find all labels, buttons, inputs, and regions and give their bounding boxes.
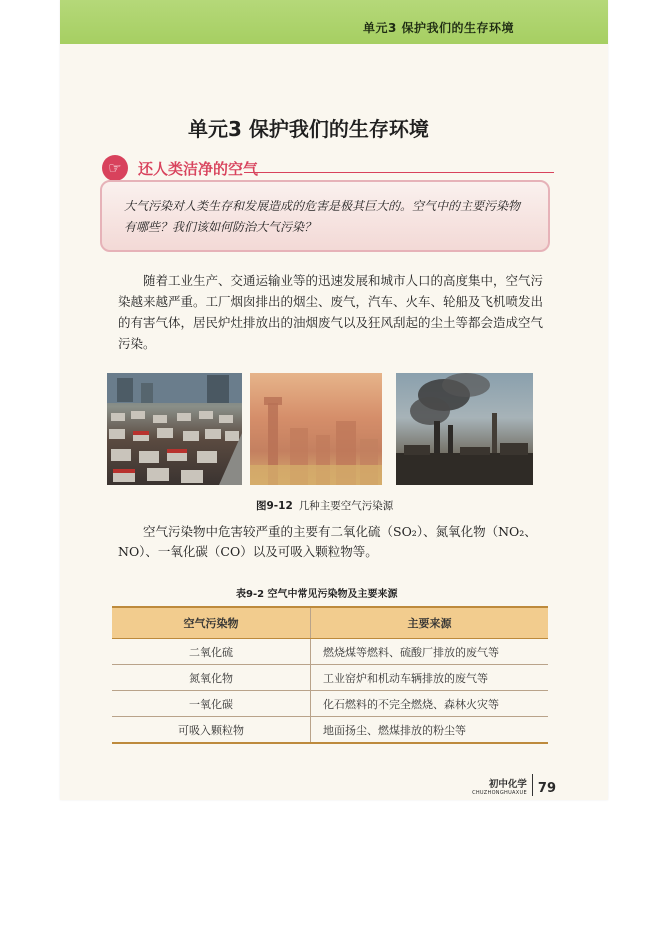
table-cell: 氮氧化物	[112, 665, 311, 691]
book-name	[472, 780, 527, 797]
paragraph-1: 随着工业生产、交通运输业等的迅速发展和城市人口的高度集中，空气污染越来越严重。工厂烟囱排出的烟尘、废气，汽车、火车、轮船及飞机喷发出的有害气体，居民炉灶排放出的油烟废气以及狂风刮起的尘土等都会造成空气污染。	[118, 273, 544, 351]
table-cell: 化石燃料的不完全燃烧、森林火灾等	[311, 691, 549, 717]
table-header-row	[112, 607, 548, 639]
figure-photos	[107, 373, 537, 485]
section-heading	[102, 155, 258, 181]
figure-caption-text: 几种主要空气污染源	[298, 500, 394, 512]
pollutant-table	[112, 606, 548, 744]
page-number: 79	[537, 781, 556, 796]
paragraph-2-text: 空气污染物中危害较严重的主要有二氧化硫（SO₂）、氮氧化物（NO₂、NO）、一氧化碳（CO）以及可吸入颗粒物等。	[118, 524, 537, 559]
footer-divider	[532, 774, 533, 796]
figure-number: 图9-12	[256, 500, 293, 512]
table-cell: 可吸入颗粒物	[112, 717, 311, 744]
table-row	[112, 691, 548, 717]
traffic-photo	[107, 373, 242, 485]
smog-city-photo	[250, 373, 382, 485]
unit-title: 单元3 保护我们的生存环境	[188, 117, 429, 141]
question-box	[100, 180, 550, 252]
question-text: 大气污染对人类生存和发展造成的危害是极其巨大的。空气中的主要污染物有哪些？我们该如何防治大气污染？	[124, 199, 521, 234]
table-header: 主要来源	[311, 607, 549, 639]
section-underline	[244, 172, 554, 173]
table-row	[112, 639, 548, 665]
paragraph-2	[118, 522, 558, 562]
table-caption: 表9-2 空气中常见污染物及主要来源	[236, 589, 398, 600]
table-row	[112, 717, 548, 744]
table-cell: 燃烧煤等燃料、硫酸厂排放的废气等	[311, 639, 549, 665]
table-cell: 二氧化硫	[112, 639, 311, 665]
chimney-smoke-photo	[396, 373, 533, 485]
table-header: 空气污染物	[112, 607, 311, 639]
header-band	[60, 0, 608, 44]
figure-caption	[256, 498, 393, 513]
book-pinyin: CHUZHONGHUAXUE	[472, 790, 527, 796]
table-cell: 地面扬尘、燃煤排放的粉尘等	[311, 717, 549, 744]
running-title: 单元3 保护我们的生存环境	[362, 21, 514, 35]
textbook-page	[60, 0, 608, 800]
book-title: 初中化学	[488, 778, 527, 790]
page-footer	[472, 774, 556, 796]
section-title: 还人类洁净的空气	[138, 159, 259, 178]
table-cell: 一氧化碳	[112, 691, 311, 717]
pointing-hand-icon: ☞	[102, 155, 128, 181]
table-cell: 工业窑炉和机动车辆排放的废气等	[311, 665, 549, 691]
table-row	[112, 665, 548, 691]
